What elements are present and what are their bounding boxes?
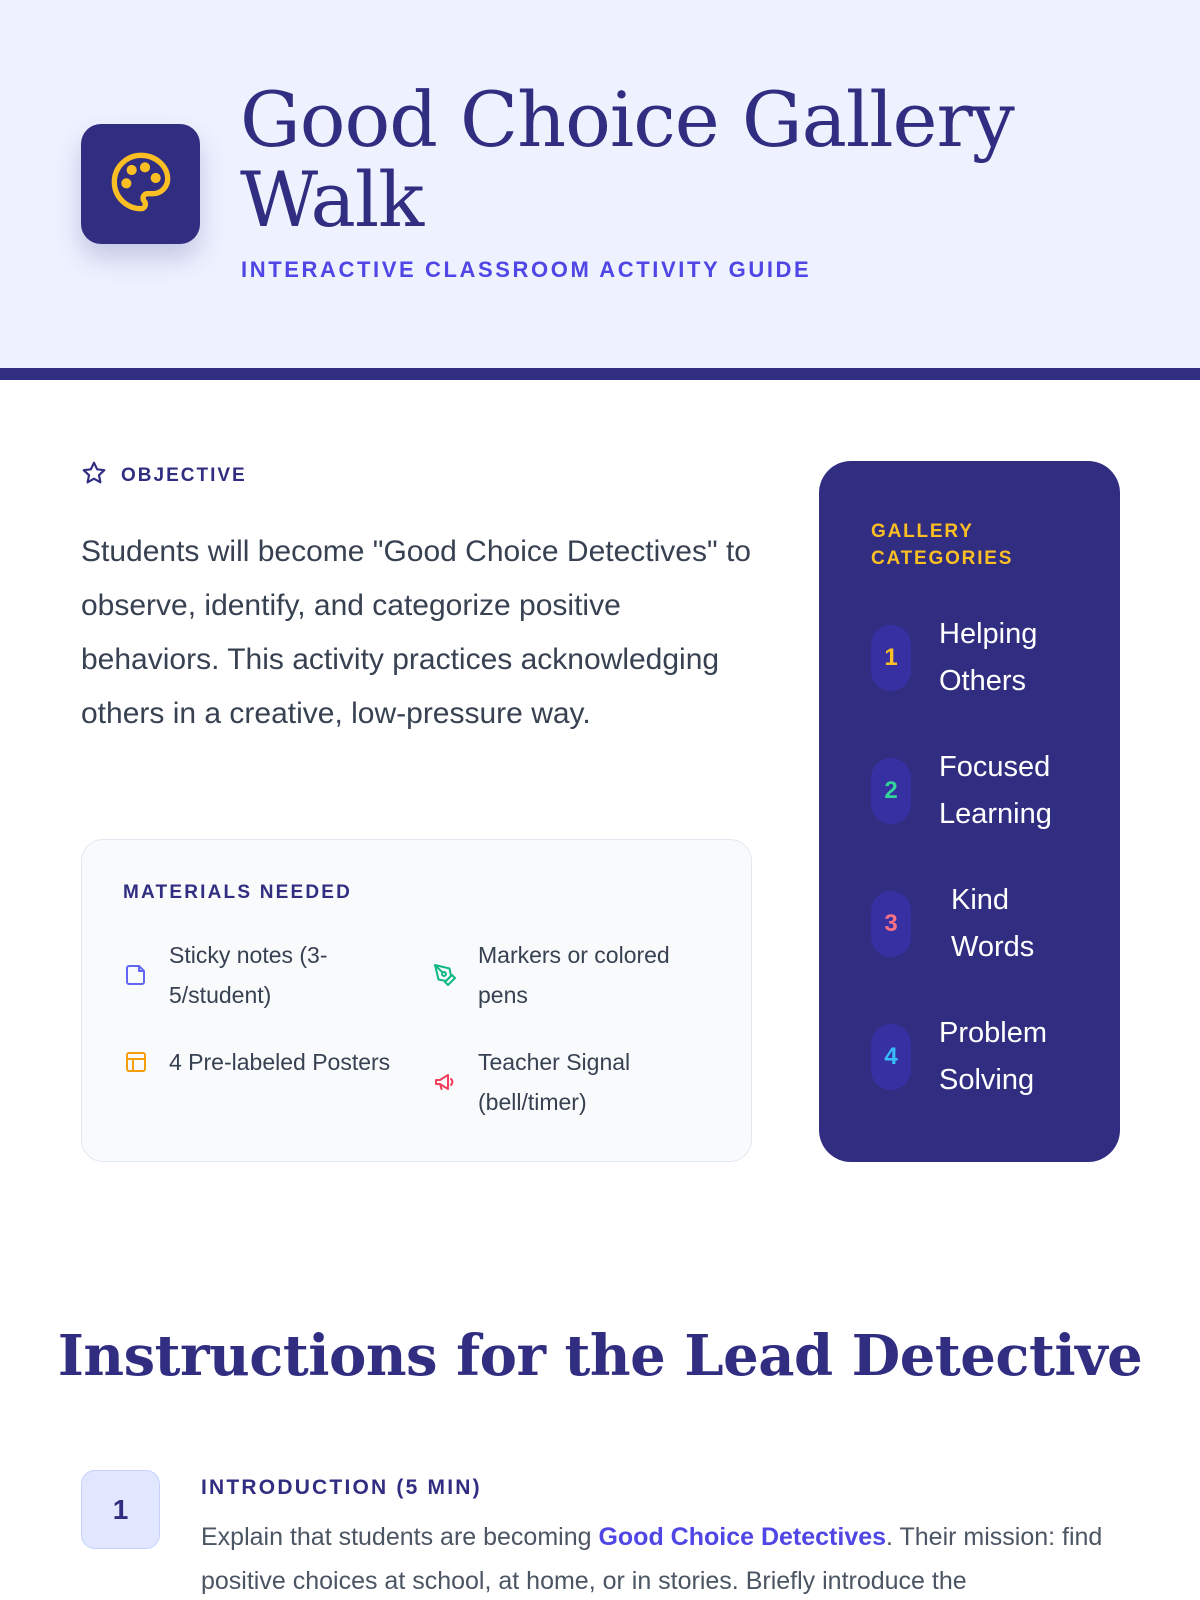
material-label: Markers or colored pens [478,942,670,1008]
materials-card [81,839,752,1162]
category-item [871,1010,1089,1104]
category-number: 4 [871,1024,911,1090]
category-number: 2 [871,758,911,824]
material-item [432,1042,718,1122]
category-number: 1 [871,625,911,691]
page-subtitle: INTERACTIVE CLASSROOM ACTIVITY GUIDE [241,257,812,282]
category-number: 3 [871,891,911,957]
step-text: . Their mission: find positive choices at school, at home, or in stories. Briefly introduce the [201,1523,1103,1595]
step-highlight: Good Choice Detectives [598,1523,887,1551]
material-item [432,935,718,1015]
gallery-title: GALLERY CATEGORIES [871,521,1014,569]
material-item [123,935,409,1015]
material-label: Teacher Signal (bell/timer) [478,1049,631,1115]
objective-label: OBJECTIVE [121,464,247,486]
material-item [123,1042,409,1082]
header-divider [0,368,1200,380]
step-number-badge: 1 [81,1470,160,1549]
megaphone-icon [432,1069,458,1095]
palette-icon [109,150,173,219]
logo-tile [81,124,200,244]
category-label: Problem Solving [939,1017,1047,1096]
material-label: 4 Pre-labeled Posters [169,1049,391,1075]
materials-title: MATERIALS NEEDED [123,882,353,903]
objective-heading [81,460,247,491]
category-label: Helping Others [939,618,1038,697]
category-item [871,611,1089,705]
gallery-categories-card [819,461,1120,1162]
instructions-title: Instructions for the Lead Detective [57,1323,1143,1389]
material-label: Sticky notes (3-5/student) [169,942,328,1008]
objective-text: Students will become "Good Choice Detectives" to observe, identify, and categorize positive behaviors. This activity practices acknowledging others in a creative, low-pressure way. [81,535,751,730]
category-item [871,744,1089,838]
layout-icon [123,1049,149,1075]
category-label: Kind Words [951,884,1035,963]
sticky-note-icon [123,962,149,988]
star-icon [81,460,107,491]
step-text: Explain that students are becoming [201,1523,599,1551]
category-item [871,877,1089,971]
step-description [201,1515,1121,1600]
pen-tool-icon [432,962,458,988]
page-title: Good Choice Gallery Walk [240,75,1014,244]
step-title: INTRODUCTION (5 MIN) [201,1476,482,1499]
category-label: Focused Learning [939,751,1052,830]
